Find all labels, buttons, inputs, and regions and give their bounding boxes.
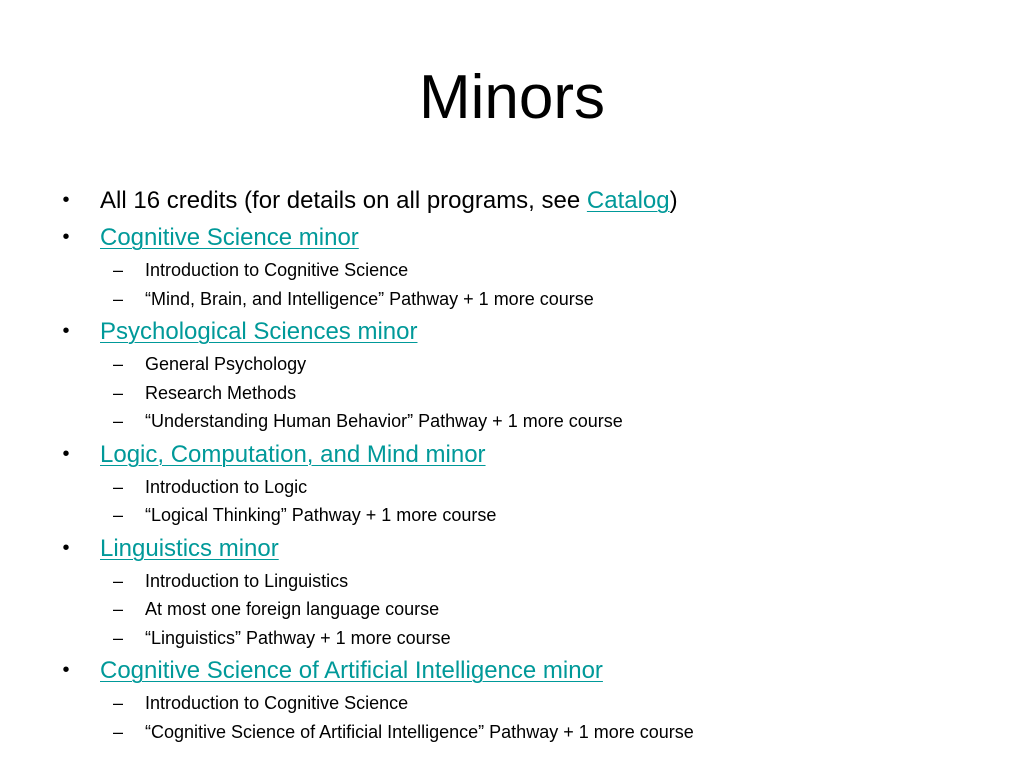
dash-icon: – [113,354,124,374]
dash-icon: – [113,599,124,619]
minor-link-linguistics[interactable]: Linguistics minor [100,534,279,562]
intro-item [0,182,1024,219]
minor-link-cognitive-science[interactable]: Cognitive Science minor [100,224,359,251]
requirement-text: Introduction to Linguistics [145,570,349,591]
requirement-item [0,473,1024,502]
dash-icon: – [113,721,124,742]
intro-text [100,182,678,219]
bullet-icon: • [62,226,70,248]
intro-prefix: All 16 credits (for details on all programs, see [100,187,587,214]
dash-icon: – [113,627,124,648]
requirement-text: Introduction to Cognitive Science [145,693,409,713]
catalog-link[interactable]: Catalog [586,187,670,214]
dash-icon: – [113,693,124,713]
bullet-list [0,182,1024,746]
requirement-text: “Mind, Brain, and Intelligence” Pathway + 1 more course [145,288,594,309]
minor-link-logic-computation-mind[interactable]: Logic, Computation, and Mind minor [100,440,486,468]
requirement-item [0,689,1024,718]
requirement-item [0,350,1024,379]
requirement-item [0,624,1024,653]
intro-suffix: ) [669,187,678,214]
bullet-icon: • [62,659,70,681]
bullet-icon: • [62,536,70,559]
requirement-text: At most one foreign language course [145,599,440,619]
requirement-item [0,379,1024,408]
requirement-text: “Cognitive Science of Artificial Intelligence” Pathway + 1 more course [145,721,694,742]
bullet-icon: • [62,320,70,342]
requirement-item [0,567,1024,596]
requirement-text: “Understanding Human Behavior” Pathway + 1 more course [145,411,623,431]
dash-icon: – [113,411,124,431]
requirement-item [0,501,1024,530]
requirement-text: “Linguistics” Pathway + 1 more course [145,627,451,648]
dash-icon: – [113,570,124,591]
dash-icon: – [113,505,124,525]
minor-item-cognitive-science [0,219,1024,313]
minor-item-linguistics [0,530,1024,653]
requirement-item [0,595,1024,624]
bullet-icon: • [62,442,70,465]
requirement-text: “Logical Thinking” Pathway + 1 more course [145,505,497,525]
requirement-item [0,407,1024,436]
requirement-item [0,256,1024,285]
dash-icon: – [113,476,124,497]
bullet-icon: • [62,189,70,211]
requirement-item [0,718,1024,747]
minor-link-cognitive-science-ai[interactable]: Cognitive Science of Artificial Intelligence minor [100,657,603,684]
minor-link-psychological-sciences[interactable]: Psychological Sciences minor [100,318,418,345]
dash-icon: – [113,288,124,309]
minor-item-psychological-sciences [0,313,1024,436]
minor-item-cognitive-science-ai [0,652,1024,746]
dash-icon: – [113,260,124,280]
requirement-text: General Psychology [145,354,307,374]
slide-title: Minors [418,63,606,132]
requirement-item [0,285,1024,314]
requirement-text: Introduction to Cognitive Science [145,260,409,280]
requirement-text: Research Methods [145,382,297,403]
dash-icon: – [113,382,124,403]
requirement-text: Introduction to Logic [145,476,308,497]
minor-item-logic-computation-mind [0,436,1024,530]
